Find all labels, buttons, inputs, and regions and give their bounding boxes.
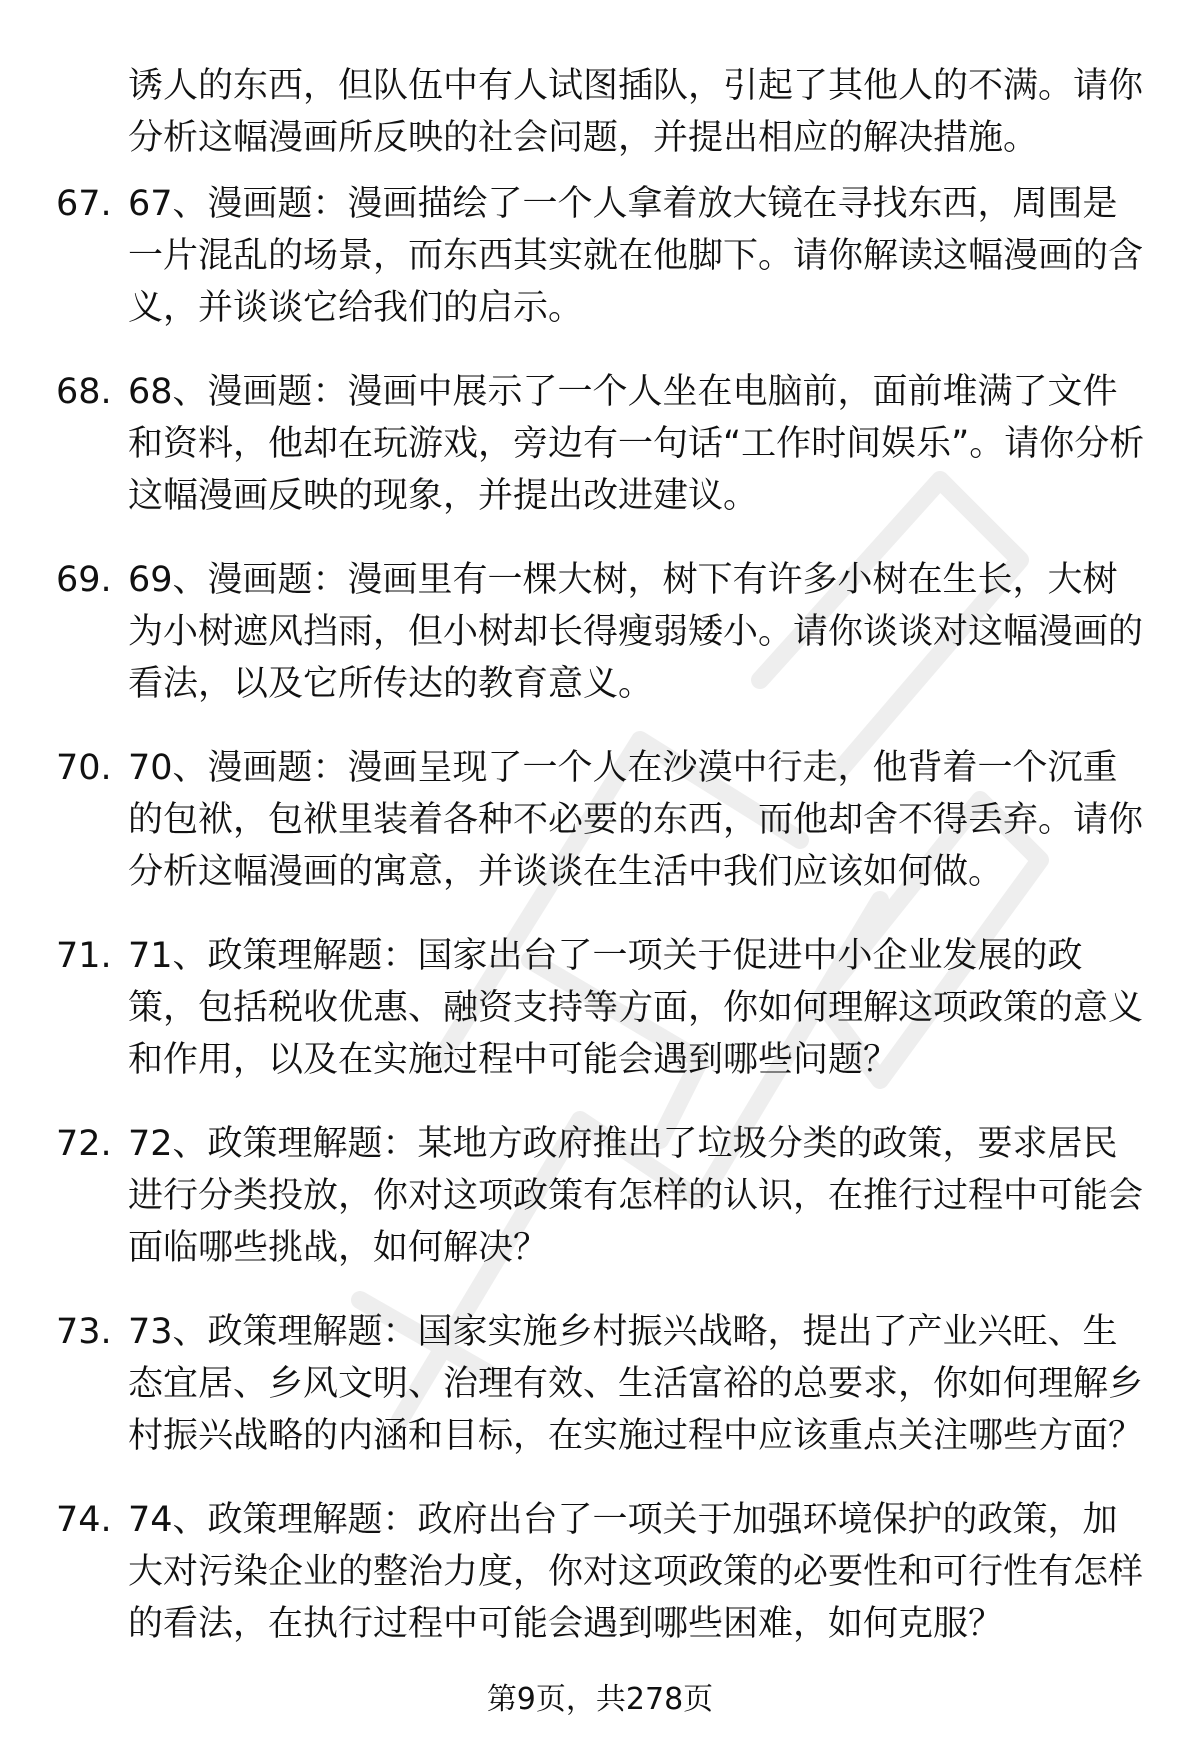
question-item <box>0 554 1200 710</box>
question-number: 70. <box>56 748 112 788</box>
question-item <box>0 1494 1200 1650</box>
question-text: 73、政策理解题：国家实施乡村振兴战略，提出了产业兴旺、生态宜居、乡风文明、治理有效、生活富裕的总要求，你如何理解乡村振兴战略的内涵和目标，在实施过程中应该重点关注哪些方面？ <box>128 1312 1144 1456</box>
question-number: 72. <box>56 1124 112 1164</box>
question-text: 67、漫画题：漫画描绘了一个人拿着放大镜在寻找东西，周围是一片混乱的场景，而东西其实就在他脚下。请你解读这幅漫画的含义，并谈谈它给我们的启示。 <box>128 184 1144 328</box>
question-number: 73. <box>56 1312 112 1352</box>
question-text: 72、政策理解题：某地方政府推出了垃圾分类的政策，要求居民进行分类投放，你对这项政策有怎样的认识，在推行过程中可能会面临哪些挑战，如何解决？ <box>128 1124 1144 1268</box>
question-item <box>0 1306 1200 1462</box>
question-item <box>0 366 1200 522</box>
question-text: 68、漫画题：漫画中展示了一个人坐在电脑前，面前堆满了文件和资料，他却在玩游戏，旁边有一句话“工作时间娱乐”。请你分析这幅漫画反映的现象，并提出改进建议。 <box>128 372 1145 516</box>
question-item <box>0 178 1200 334</box>
question-text: 71、政策理解题：国家出台了一项关于促进中小企业发展的政策，包括税收优惠、融资支持等方面，你如何理解这项政策的意义和作用，以及在实施过程中可能会遇到哪些问题？ <box>128 936 1144 1080</box>
question-text: 69、漫画题：漫画里有一棵大树，树下有许多小树在生长，大树为小树遮风挡雨，但小树却长得瘦弱矮小。请你谈谈对这幅漫画的看法，以及它所传达的教育意义。 <box>128 560 1144 704</box>
question-number: 68. <box>56 372 112 412</box>
page-footer: 第9页，共278页 <box>486 1682 714 1717</box>
question-item <box>0 1118 1200 1274</box>
question-item <box>0 742 1200 898</box>
question-text: 70、漫画题：漫画呈现了一个人在沙漠中行走，他背着一个沉重的包袱，包袱里装着各种不必要的东西，而他却舍不得丢弃。请你分析这幅漫画的寓意，并谈谈在生活中我们应该如何做。 <box>128 748 1144 892</box>
question-number: 69. <box>56 560 112 600</box>
question-text: 74、政策理解题：政府出台了一项关于加强环境保护的政策，加大对污染企业的整治力度，你对这项政策的必要性和可行性有怎样的看法，在执行过程中可能会遇到哪些困难，如何克服？ <box>128 1500 1144 1644</box>
question-list <box>0 178 1200 1682</box>
continuation-paragraph: 诱人的东西，但队伍中有人试图插队，引起了其他人的不满。请你分析这幅漫画所反映的社会问题，并提出相应的解决措施。 <box>128 66 1144 158</box>
question-number: 71. <box>56 936 112 976</box>
question-number: 74. <box>56 1500 112 1540</box>
question-number: 67. <box>56 184 112 224</box>
question-item <box>0 930 1200 1086</box>
